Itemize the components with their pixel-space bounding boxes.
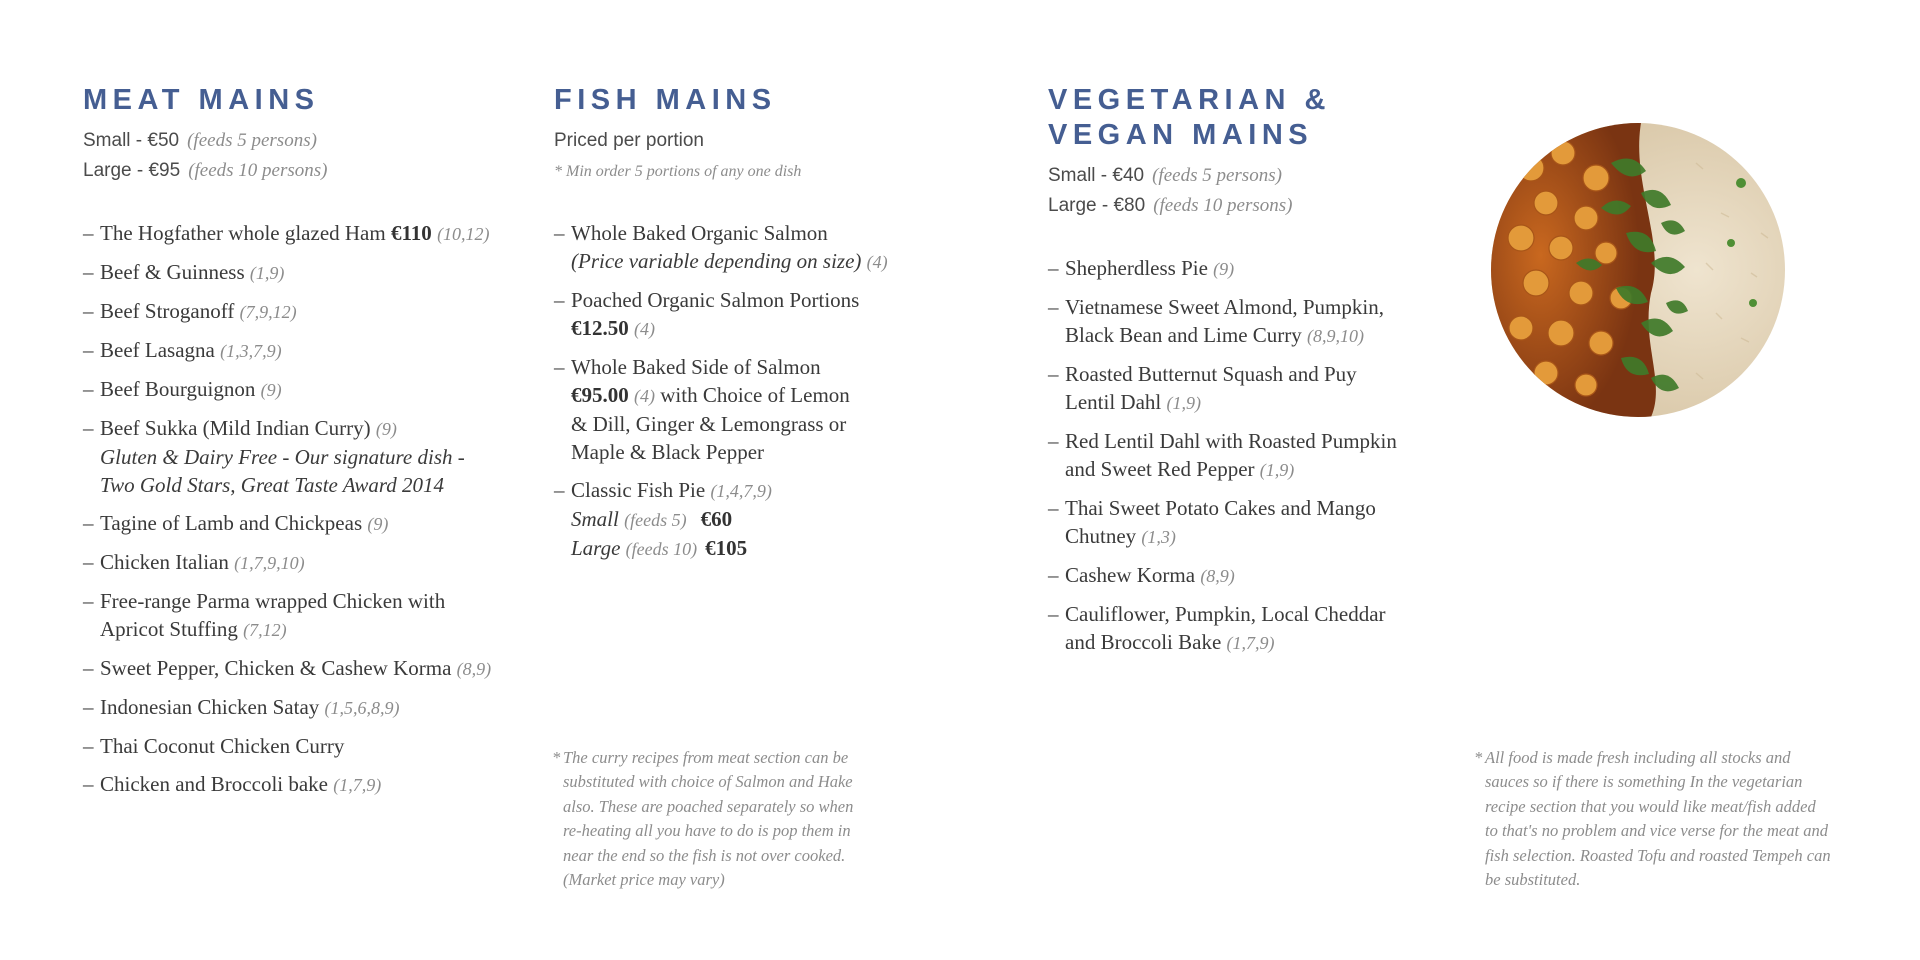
allergen-codes: (1,7,9) (333, 775, 382, 795)
priced-per-portion: Priced per portion (554, 130, 704, 151)
footnote-marker: * (552, 748, 561, 767)
allergen-codes: (1,9) (1259, 460, 1295, 480)
fish-menu-list (554, 219, 888, 573)
allergen-codes: (1,7,9,10) (234, 553, 305, 573)
veg-footnote (1474, 746, 1831, 892)
price-note: (Price variable depending on size) (571, 249, 862, 273)
menu-item: – Indonesian Chicken Satay (1,5,6,8,9) (83, 695, 400, 719)
menu-item: – Poached Organic Salmon Portions €12.50 (4) (554, 288, 860, 340)
allergen-codes: (9) (1213, 259, 1235, 279)
menu-item: – Whole Baked Organic Salmon (Price variable depending on size) (4) (554, 221, 888, 273)
menu-item: – Free-range Parma wrapped Chicken with Apricot Stuffing (7,12) (83, 589, 446, 641)
allergen-codes: (4) (634, 386, 655, 406)
fish-mains-heading: FISH MAINS (554, 84, 777, 116)
feeds-note: (feeds 10) (625, 539, 698, 559)
allergen-codes: (8,9) (1200, 566, 1235, 586)
allergen-codes: (10,12) (437, 224, 490, 244)
footnote-line: (Market price may vary) (563, 870, 725, 890)
allergen-codes: (1,3) (1141, 527, 1176, 547)
menu-item: – Classic Fish Pie (1,4,7,9) Small (feeds 5) €60 Large (feeds 10) €105 (554, 478, 772, 560)
veg-mains-heading-line2: VEGAN MAINS (1048, 119, 1314, 151)
meat-mains-heading: MEAT MAINS (83, 84, 320, 116)
vegetarian-vegan-section (1040, 0, 1920, 960)
meat-large-price (83, 160, 328, 182)
feeds-note: (feeds 10 persons) (1153, 195, 1293, 216)
allergen-codes: (1,9) (1166, 393, 1201, 413)
feeds-note: (feeds 5) (624, 510, 687, 530)
menu-item: – Shepherdless Pie (9) (1048, 256, 1235, 280)
allergen-codes: (7,9,12) (239, 302, 297, 322)
menu-item: – Cauliflower, Pumpkin, Local Cheddar and Broccoli Bake (1,7,9) (1048, 602, 1386, 654)
fish-mains-section (540, 0, 1040, 960)
menu-item: – Whole Baked Side of Salmon €95.00 (4) with Choice of Lemon & Dill, Ginger & Lemongrass or Maple & Black Pepper (554, 355, 850, 464)
allergen-codes: (1,3,7,9) (220, 341, 282, 361)
veg-large-price (1048, 195, 1293, 217)
footnote-line: to that's no problem and vice verse for the meat and (1485, 821, 1828, 841)
fish-footnote (552, 746, 853, 892)
footnote-line: sauces so if there is something In the vegetarian (1485, 772, 1803, 792)
allergen-codes: (9) (375, 419, 397, 439)
menu-item: – Vietnamese Sweet Almond, Pumpkin, Black Bean and Lime Curry (8,9,10) (1048, 295, 1384, 347)
menu-item: – Beef Lasagna (1,3,7,9) (83, 338, 282, 362)
menu-item: – The Hogfather whole glazed Ham €110 (10,12) (83, 221, 490, 245)
veg-small-price (1048, 165, 1282, 187)
menu-item: – Sweet Pepper, Chicken & Cashew Korma (8,9) (83, 656, 492, 680)
signature-note: Gluten & Dairy Free - Our signature dish - (100, 445, 465, 469)
feeds-note: (feeds 5 persons) (1152, 165, 1282, 186)
allergen-codes: (4) (634, 319, 655, 339)
allergen-codes: (7,12) (243, 620, 287, 640)
menu-item: – Red Lentil Dahl with Roasted Pumpkin and Sweet Red Pepper (1,9) (1048, 429, 1397, 481)
allergen-codes: (9) (260, 380, 282, 400)
award-note: Two Gold Stars, Great Taste Award 2014 (100, 473, 445, 497)
allergen-codes: (9) (367, 514, 389, 534)
footnote-line: recipe section that you would like meat/fish added (1485, 796, 1816, 816)
allergen-codes: (8,9) (456, 659, 492, 679)
item-price: €110 (390, 221, 432, 245)
footnote-marker: * (1474, 748, 1483, 767)
menu-item: – Chicken Italian (1,7,9,10) (83, 550, 305, 574)
footnote-line: near the end so the fish is not over cooked. (563, 845, 846, 865)
meat-small-price (83, 130, 317, 152)
item-price: €12.50 (571, 316, 629, 340)
footnote-line: All food is made fresh including all stocks and (1485, 748, 1791, 767)
footnote-line: fish selection. Roasted Tofu and roasted Tempeh can (1485, 845, 1831, 865)
min-order-note: * Min order 5 portions of any one dish (554, 163, 802, 180)
footnote-line: be substituted. (1485, 870, 1581, 890)
allergen-codes: (1,4,7,9) (710, 481, 772, 501)
menu-item: – Thai Coconut Chicken Curry (83, 734, 345, 758)
footnote-line: re-heating all you have to do is pop them in (563, 821, 851, 841)
allergen-codes: (8,9,10) (1307, 326, 1365, 346)
allergen-codes: (4) (866, 252, 888, 272)
veg-mains-heading-line1: VEGETARIAN & (1048, 84, 1331, 116)
curry-rice-illustration (1491, 123, 1785, 417)
item-price: €95.00 (571, 383, 629, 407)
menu-item: – Roasted Butternut Squash and Puy Lentil Dahl (1,9) (1048, 362, 1357, 414)
menu-item: – Tagine of Lamb and Chickpeas (9) (83, 511, 389, 535)
footnote-line: The curry recipes from meat section can be (563, 748, 849, 767)
size-small-label: Small (571, 507, 619, 531)
small-price: €60 (700, 507, 733, 531)
menu-item: – Chicken and Broccoli bake (1,7,9) (83, 772, 382, 796)
size-label: Small - €40 (1048, 165, 1145, 186)
allergen-codes: (1,9) (249, 263, 285, 283)
large-price: €105 (705, 536, 748, 560)
menu-item: – Beef Sukka (Mild Indian Curry) (9) Gluten & Dairy Free - Our signature dish - Two Gold Stars, Great Taste Award 2014 (83, 416, 465, 497)
size-label: Large - €95 (83, 160, 181, 181)
allergen-codes: (1,5,6,8,9) (324, 698, 400, 718)
menu-item: – Beef Stroganoff (7,9,12) (83, 299, 297, 323)
size-label: Large - €80 (1048, 195, 1146, 216)
feeds-note: (feeds 10 persons) (188, 160, 328, 181)
meat-mains-section (0, 0, 540, 960)
feeds-note: (feeds 5 persons) (187, 130, 317, 151)
menu-item: – Thai Sweet Potato Cakes and Mango Chutney (1,3) (1048, 496, 1376, 548)
allergen-codes: (1,7,9) (1226, 633, 1275, 653)
menu-item: – Beef & Guinness (1,9) (83, 260, 285, 284)
size-label: Small - €50 (83, 130, 180, 151)
footnote-line: substituted with choice of Salmon and Hake (563, 772, 853, 792)
size-large-label: Large (571, 536, 621, 560)
menu-item: – Cashew Korma (8,9) (1048, 563, 1235, 587)
curry-rice-photo (1491, 123, 1785, 417)
veg-menu-list (1048, 254, 1397, 667)
meat-menu-list (83, 219, 491, 809)
menu-item: – Beef Bourguignon (9) (83, 377, 282, 401)
footnote-line: also. These are poached separately so when (563, 796, 854, 816)
